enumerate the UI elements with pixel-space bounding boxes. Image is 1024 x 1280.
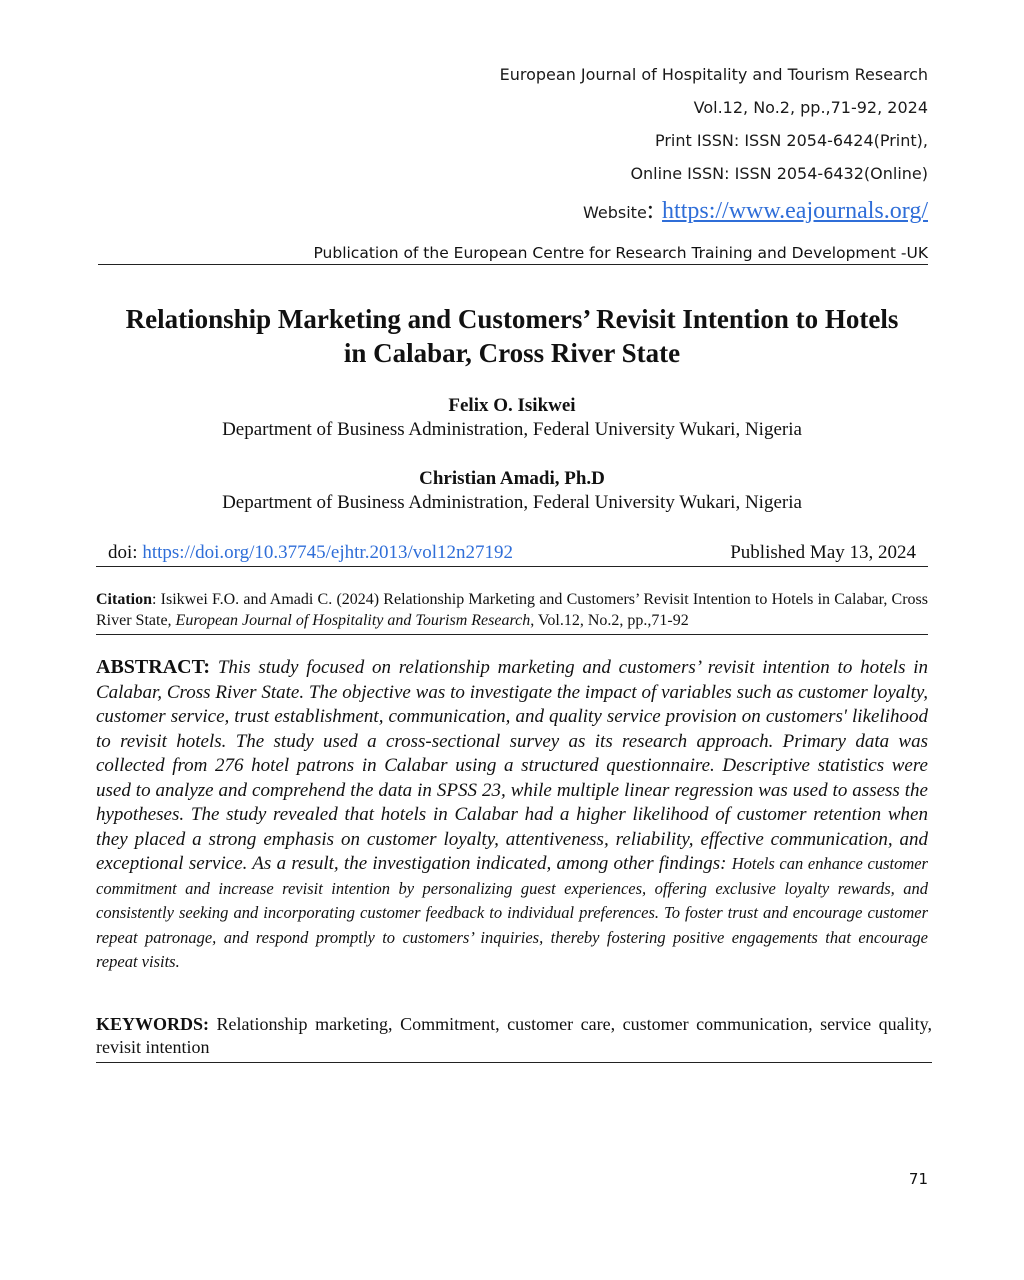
citation (96, 589, 928, 635)
author-affiliation: Department of Business Administration, Federal University Wukari, Nigeria (222, 492, 802, 513)
doi-link[interactable]: https://doi.org/10.37745/ejhtr.2013/vol12n27192 (142, 542, 513, 563)
journal-volume: Vol.12, No.2, pp.,71-92, 2024 (693, 98, 928, 117)
citation-label: Citation (96, 591, 152, 608)
published-date: Published May 13, 2024 (730, 542, 916, 563)
journal-header (96, 58, 928, 233)
website-line (96, 190, 928, 233)
author-1 (60, 394, 964, 442)
website-link[interactable]: https://www.eajournals.org/ (662, 198, 928, 224)
abstract-findings: Hotels can enhance customer commitment and increase revisit intention by personalizing guest experiences, offering exclusive loyalty rewards, and consistently seeking and incorporating customer feedback to individual preferences. To foster trust and encourage customer repeat patronage, and respond promptly to customers’ inquiries, thereby fostering positive engagements that encourage repeat visits. (96, 854, 928, 971)
citation-journal: , European Journal of Hospitality and Tourism Research (167, 612, 531, 629)
online-issn: Online ISSN: ISSN 2054-6432(Online) (630, 164, 928, 183)
abstract-label: ABSTRACT: (96, 656, 211, 678)
keywords (96, 1013, 932, 1063)
page-number: 71 (908, 1170, 928, 1188)
doi-label: doi: (108, 542, 143, 563)
title-line-2: in Calabar, Cross River State (343, 338, 681, 368)
author-2 (60, 467, 964, 515)
website-colon: : (646, 195, 655, 224)
paper-title (60, 302, 964, 370)
keywords-label: KEYWORDS: (96, 1014, 210, 1034)
print-issn: Print ISSN: ISSN 2054-6424(Print), (654, 131, 928, 150)
abstract (96, 655, 928, 975)
keywords-text: Relationship marketing, Commitment, customer care, customer communication, service quality, revisit intention (96, 1014, 932, 1057)
doi (108, 540, 513, 566)
author-name: Felix O. Isikwei (448, 395, 576, 416)
citation-tail: , Vol.12, No.2, pp.,71-92 (530, 612, 689, 629)
publication-line: Publication of the European Centre for Research Training and Development -UK (98, 244, 928, 265)
journal-name: European Journal of Hospitality and Tourism Research (499, 65, 928, 84)
author-name: Christian Amadi, Ph.D (419, 468, 605, 489)
doi-row (96, 540, 928, 567)
title-line-1: Relationship Marketing and Customers’ Revisit Intention to Hotels (125, 304, 899, 334)
abstract-text: This study focused on relationship marketing and customers’ revisit intention to hotels in Calabar, Cross River State. The objective was to investigate the impact of variables such as customer loyalty, customer service, trust establishment, communication, and quality service provision on customers' likelihood to revisit hotels. The study used a cross-sectional survey as its research approach. Primary data was collected from 276 hotel patrons in Calabar using a structured questionnaire. Descriptive statistics were used to analyze and comprehend the data in SPSS 23, while multiple linear regression was used to assess the hypotheses. The study revealed that hotels in Calabar had a higher likelihood of customer retention when they placed a strong emphasis on customer loyalty, attentiveness, reliability, effective communication, and exceptional service. As a result, the investigation indicated, among other findings: (96, 657, 928, 874)
website-label: Website (583, 203, 647, 222)
citation-text: : Isikwei F.O. and Amadi C. (2024) Relationship Marketing and Customers’ Revisit Intention to Hotels in Calabar, Cross River State (96, 591, 928, 629)
author-affiliation: Department of Business Administration, Federal University Wukari, Nigeria (222, 419, 802, 440)
